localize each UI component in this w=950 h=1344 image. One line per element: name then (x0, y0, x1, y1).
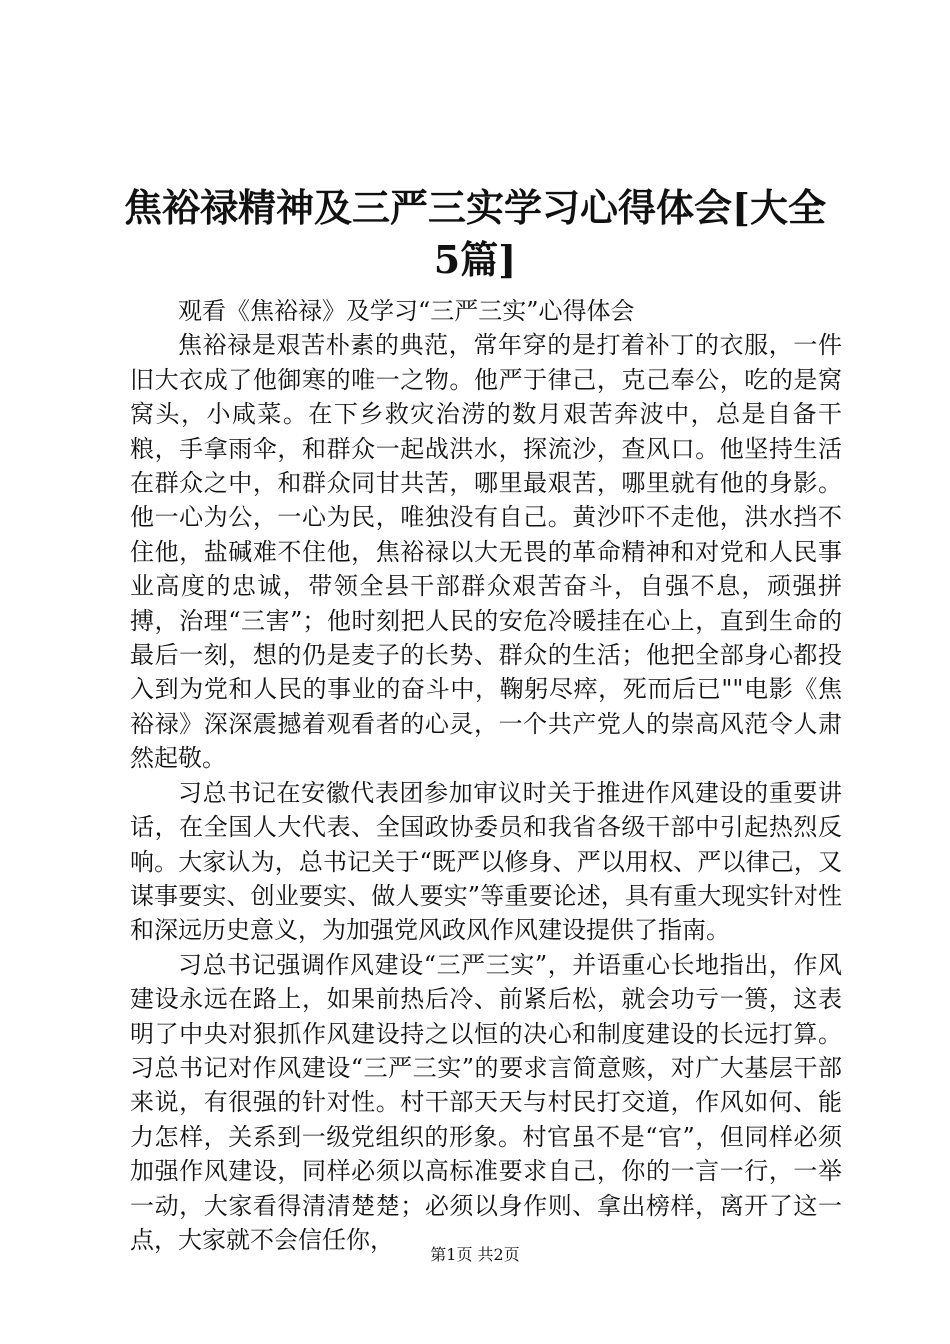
paragraph: 习总书记在安徽代表团参加审议时关于推进作风建设的重要讲话，在全国人大代表、全国政协委员和我省各级干部中引起热烈反响。大家认为，总书记关于“既严以修身、严以用权、严以律己，又谋事要实、创业要实、做人要实”等重要论述，具有重大现实针对性和深远历史意义，为加强党风政风作风建设提供了指南。 (130, 778, 842, 945)
page-number-footer: 第1页 共2页 (430, 1245, 520, 1264)
paragraph: 习总书记强调作风建设“三严三实”，并语重心长地指出，作风建设永远在路上，如果前热后冷、前紧后松，就会功亏一篑，这表明了中央对狠抓作风建设持之以恒的决心和制度建设的长远打算。习总书记对作风建设“三严三实”的要求言简意赅，对广大基层干部来说，有很强的针对性。村干部天天与村民打交道，作风如何、能力怎样，关系到一级党组织的形象。村官虽不是“官”，但同样必须加强作风建设，同样必须以高标准要求自己，你的一言一行，一举一动，大家看得清清楚楚；必须以身作则、拿出榜样，离开了这一点，大家就不会信任你， (130, 950, 842, 1254)
document-body (130, 294, 842, 1257)
document-title: 焦裕禄精神及三严三实学习心得体会[大全5篇] (124, 185, 826, 282)
paragraph: 焦裕禄是艰苦朴素的典范，常年穿的是打着补丁的衣服，一件旧大衣成了他御寒的唯一之物。他严于律己，克己奉公，吃的是窝窝头，小咸菜。在下乡救灾治涝的数月艰苦奔波中，总是自备干粮，手拿雨伞，和群众一起战洪水，探流沙，查风口。他坚持生活在群众之中，和群众同甘共苦，哪里最艰苦，哪里就有他的身影。他一心为公，一心为民，唯独没有自己。黄沙吓不走他，洪水挡不住他，盐碱难不住他，焦裕禄以大无畏的革命精神和对党和人民事业高度的忠诚，带领全县干部群众艰苦奋斗，自强不息，顽强拼搏，治理“三害”；他时刻把人民的安危冷暖挂在心上，直到生命的最后一刻，想的仍是麦子的长势、群众的生活；他把全部身心都投入到为党和人民的事业的奋斗中，鞠躬尽瘁，死而后已""电影《焦裕禄》深深震撼着观看者的心灵，一个共产党人的崇高风范令人肃然起敬。 (130, 331, 842, 773)
document-subtitle: 观看《焦裕禄》及学习“三严三实”心得体会 (178, 297, 635, 325)
